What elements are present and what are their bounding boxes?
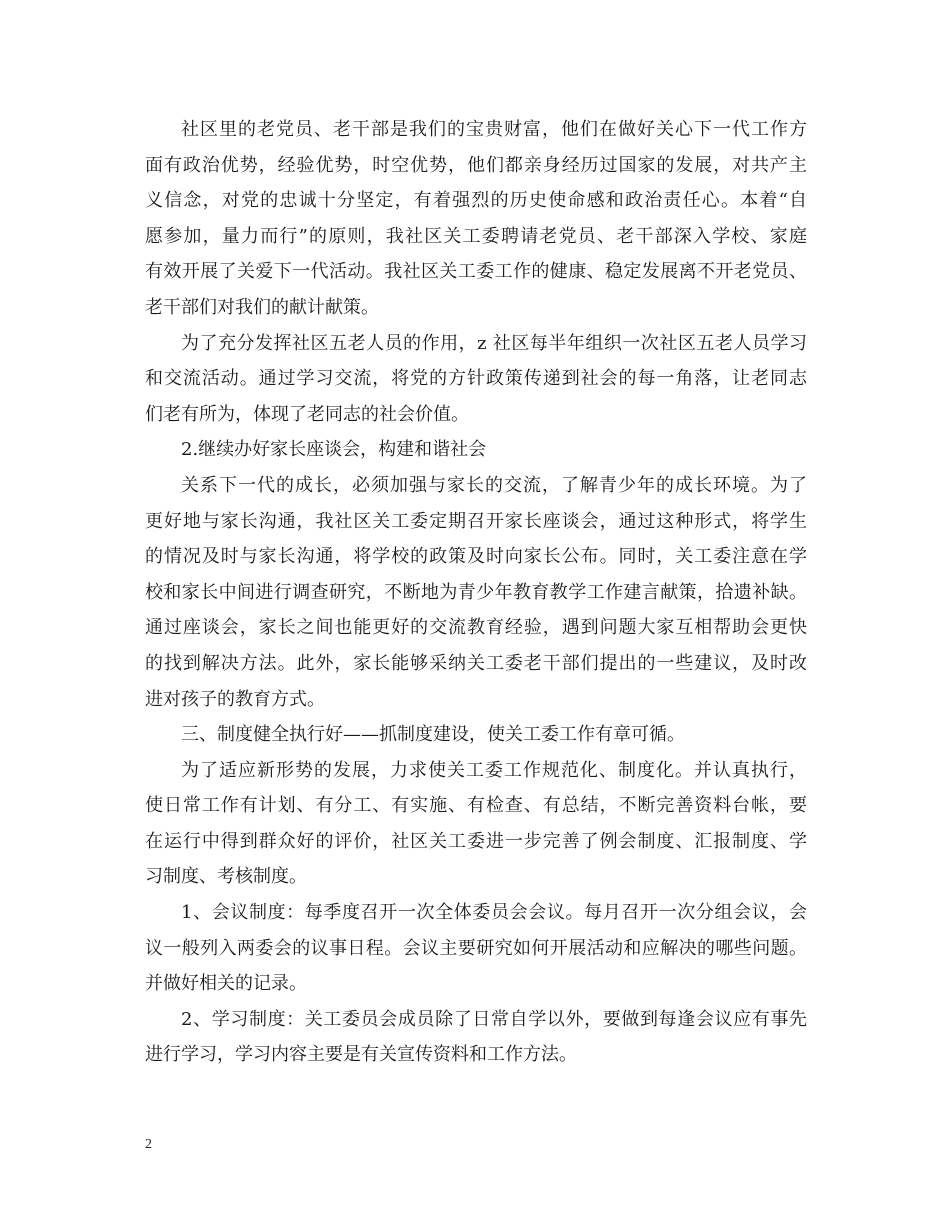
text-line: 通过座谈会，家长之间也能更好的交流教育经验，遇到问题大家互相帮助会更快 [145, 617, 807, 639]
text-line: 为了充分发挥社区五老人员的作用，z 社区每半年组织一次社区五老人员学习 [181, 332, 807, 354]
text-line: 2.继续办好家长座谈会，构建和谐社会 [181, 439, 487, 461]
text-line: 的情况及时与家长沟通，将学校的政策及时向家长公布。同时，关工委注意在学 [145, 546, 807, 568]
text-line: 三、制度健全执行好——抓制度建设，使关工委工作有章可循。 [181, 724, 685, 746]
text-line: 们老有所为，体现了老同志的社会价值。 [145, 403, 469, 425]
text-line: 关系下一代的成长，必须加强与家长的交流，了解青少年的成长环境。为了 [181, 474, 807, 496]
text-line: 使日常工作有计划、有分工、有实施、有检查、有总结，不断完善资料台帐，要 [145, 795, 807, 817]
text-line: 2、学习制度：关工委员会成员除了日常自学以外，要做到每逢会议应有事先 [181, 1008, 807, 1030]
text-line: 在运行中得到群众好的评价，社区关工委进一步完善了例会制度、汇报制度、学 [145, 830, 807, 852]
page-number: 2 [145, 1137, 152, 1152]
text-line: 老干部们对我们的献计献策。 [145, 296, 379, 318]
text-line: 校和家长中间进行调查研究，不断地为青少年教育教学工作建言献策，拾遗补缺。 [145, 581, 807, 603]
body-text [145, 112, 807, 1073]
text-line: 愿参加，量力而行”的原则，我社区关工委聘请老党员、老干部深入学校、家庭 [145, 225, 807, 247]
text-line: 更好地与家长沟通，我社区关工委定期召开家长座谈会，通过这种形式，将学生 [145, 510, 807, 532]
text-line: 面有政治优势，经验优势，时空优势，他们都亲身经历过国家的发展，对共产主 [145, 154, 807, 176]
text-line: 并做好相关的记录。 [145, 973, 307, 995]
text-line: 和交流活动。通过学习交流，将党的方针政策传递到社会的每一角落，让老同志 [145, 368, 807, 390]
text-line: 为了适应新形势的发展，力求使关工委工作规范化、制度化。并认真执行， [181, 759, 807, 781]
text-line: 的找到解决方法。此外，家长能够采纳关工委老干部们提出的一些建议，及时改 [145, 652, 807, 674]
text-line: 1、会议制度：每季度召开一次全体委员会会议。每月召开一次分组会议，会 [181, 902, 807, 924]
text-line: 社区里的老党员、老干部是我们的宝贵财富，他们在做好关心下一代工作方 [181, 119, 807, 140]
text-line: 议一般列入两委会的议事日程。会议主要研究如何开展活动和应解决的哪些问题。 [145, 937, 807, 959]
text-line: 有效开展了关爱下一代活动。我社区关工委工作的健康、稳定发展离不开老党员、 [145, 261, 807, 283]
text-line: 义信念，对党的忠诚十分坚定，有着强烈的历史使命感和政治责任心。本着“自 [145, 190, 807, 212]
text-line: 进对孩子的教育方式。 [145, 688, 325, 710]
text-line: 习制度、考核制度。 [145, 866, 307, 888]
text-line: 进行学习，学习内容主要是有关宣传资料和工作方法。 [145, 1044, 577, 1066]
